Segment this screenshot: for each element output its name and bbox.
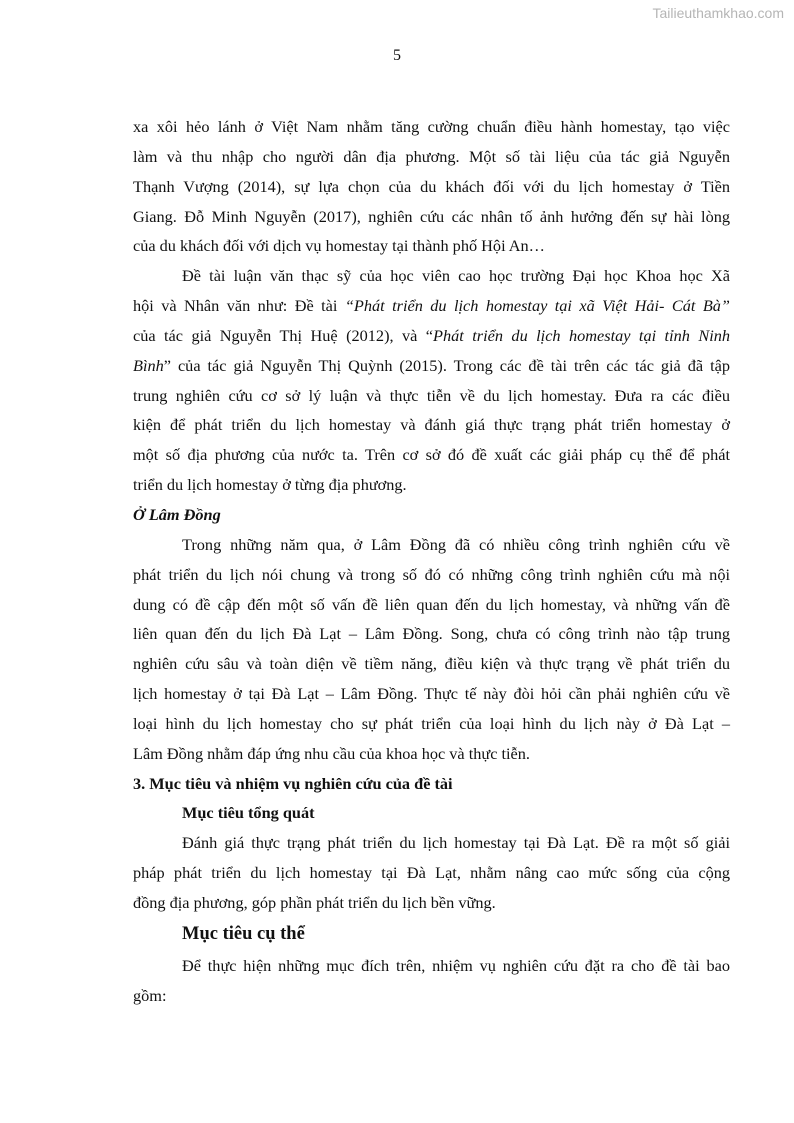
subheading-lam-dong: Ở Lâm Đồng (133, 504, 221, 524)
page-number: 5 (393, 47, 401, 64)
text-line: loại hình du lịch homestay cho sự phát triển của loại hình du lịch này ở Đà Lạt – (133, 713, 730, 733)
text-line: phát triển du lịch nói chung và trong số đó có những công trình nghiên cứu mà nội (133, 564, 730, 584)
text-span: của tác giả Nguyễn Thị Huệ (2012), và “ (133, 325, 434, 345)
text-line: trung nghiên cứu cơ sở lý luận và thực tiễn về du lịch homestay. Đưa ra các điều (133, 385, 730, 405)
text-line: đồng địa phương, góp phần phát triển du lịch bền vững. (133, 892, 496, 912)
text-line: liên quan đến du lịch Đà Lạt – Lâm Đồng. Song, chưa có công trình nào tập trung (133, 624, 730, 644)
watermark: Tailieuthamkhao.com (652, 5, 784, 21)
text-span: ” của tác giả Nguyễn Thị Quỳnh (2015). Trong các đề tài trên các tác giả đã tập (163, 355, 730, 375)
thesis-title-italic: “Phát triển du lịch homestay tại xã Việt Hải- Cát Bà” (344, 296, 730, 316)
text-line: gồm: (133, 985, 167, 1005)
text-line: Giang. Đỗ Minh Nguyễn (2017), nghiên cứu các nhân tố ảnh hưởng đến sự hài lòng (133, 206, 730, 226)
text-line: Lâm Đồng nhằm đáp ứng nhu cầu của khoa học và thực tiễn. (133, 743, 530, 763)
text-span: hội và Nhân văn như: Đề tài (133, 296, 345, 316)
text-line: Để thực hiện những mục đích trên, nhiệm vụ nghiên cứu đặt ra cho đề tài bao (182, 955, 730, 975)
subheading-specific-objective: Mục tiêu cụ thể (182, 923, 305, 944)
text-line: Trong những năm qua, ở Lâm Đồng đã có nhiều công trình nghiên cứu về (182, 534, 730, 554)
text-line: làm và thu nhập cho người dân địa phương. Một số tài liệu của tác giả Nguyễn (133, 146, 730, 166)
text-line: Đề tài luận văn thạc sỹ của học viên cao học trường Đại học Khoa học Xã (182, 266, 730, 286)
text-line: Đánh giá thực trạng phát triển du lịch homestay tại Đà Lạt. Đề ra một số giải (182, 833, 730, 853)
document-body (133, 112, 730, 1010)
text-line (133, 321, 730, 351)
text-line (133, 351, 730, 381)
text-line: xa xôi hẻo lánh ở Việt Nam nhằm tăng cường chuẩn điều hành homestay, tạo việc (133, 117, 730, 136)
section-heading: 3. Mục tiêu và nhiệm vụ nghiên cứu của đề tài (133, 773, 453, 793)
text-line: triển du lịch homestay ở từng địa phương. (133, 475, 407, 495)
text-line: một số địa phương của nước ta. Trên cơ sở đó đề xuất các giải pháp cụ thể để phát (133, 445, 730, 465)
text-line: kiện để phát triển du lịch homestay và đánh giá thực trạng phát triển homestay ở (133, 415, 730, 435)
subheading-general-objective: Mục tiêu tổng quát (182, 803, 315, 823)
text-line (133, 291, 730, 321)
thesis-title-italic: Phát triển du lịch homestay tại tỉnh Ninh (433, 325, 730, 345)
text-line: Thạnh Vượng (2014), sự lựa chọn của du khách đối với du lịch homestay ở Tiền (133, 176, 730, 196)
thesis-title-italic: Bình (133, 355, 164, 375)
text-line: của du khách đối với dịch vụ homestay tại thành phố Hội An… (133, 236, 545, 256)
text-line: dung có đề cập đến một số vấn đề liên quan đến du lịch homestay, và những vấn đề (133, 594, 730, 614)
text-line: pháp phát triển du lịch homestay tại Đà Lạt, nhằm nâng cao mức sống của cộng (133, 863, 730, 883)
text-line: nghiên cứu sâu và toàn diện về tiềm năng, điều kiện và thực trạng về phát triển du (133, 654, 730, 674)
text-line: lịch homestay ở tại Đà Lạt – Lâm Đồng. Thực tế này đòi hỏi cần phải nghiên cứu về (133, 684, 730, 704)
